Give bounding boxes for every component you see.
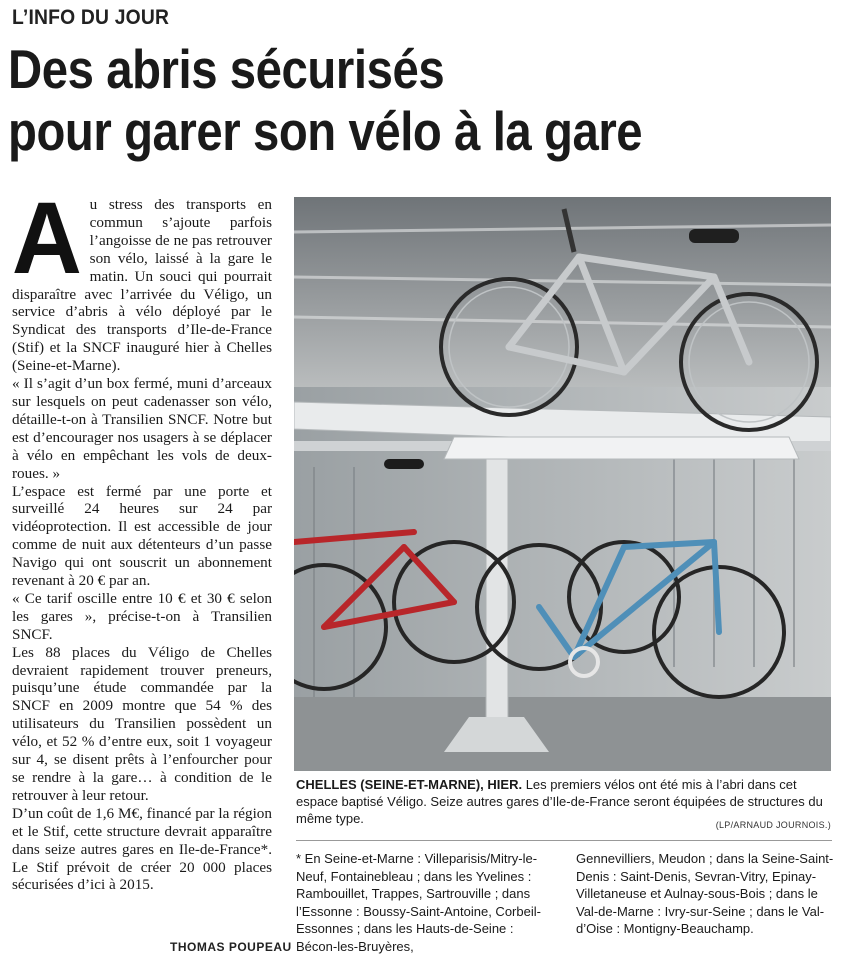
bike-rack-illustration — [294, 197, 831, 771]
lower-rack-beam — [444, 437, 799, 459]
article-paragraph-4: « Ce tarif oscille entre 10 € et 30 € selon les gares », précise-t-on à Transilien SNCF. — [12, 589, 272, 643]
section-kicker: L’INFO DU JOUR — [12, 6, 170, 29]
floor — [294, 697, 831, 771]
caption-text: Les premiers vélos ont été mis à l’abri dans cet espace baptisé Véligo. Seize autres gares d’Ile-de-France seront équipées de structures du même type. — [296, 777, 823, 826]
article-paragraph-2: « Il s’agit d’un box fermé, muni d’arceaux sur lesquels on peut cadenasser son vélo, détaille-t-on à Transilien SNCF. Notre but est d’encourager nos usagers à se déplacer à vélo en empêchant les vols de deux-roues. » — [12, 375, 272, 482]
drop-cap: A — [11, 181, 82, 295]
headline-line-2: pour garer son vélo à la gare — [8, 100, 643, 162]
footnote-column-1: * En Seine-et-Marne : Villeparisis/Mitry-le-Neuf, Fontainebleau ; dans les Yvelines : Rambouillet, Trappes, Sartrouville ; dans l’Essonne : Boussy-Saint-Antoine, Corbeil-Essonnes ; dans les Hauts-de-Seine : Bécon-les-Bruyères, — [296, 851, 541, 954]
author-byline: THOMAS POUPEAU — [170, 940, 292, 954]
footnote-column-2: Gennevilliers, Meudon ; dans la Seine-Saint-Denis : Saint-Denis, Sevran-Vitry, Epinay-Villetaneuse et Aulnay-sous-Bois ; dans le Val-de-Marne : Ivry-sur-Seine ; dans le Val-d’Oise : Montigny-Beauchamp. — [576, 851, 834, 936]
article-paragraph-3: L’espace est fermé par une porte et surveillé 24 heures sur 24 par vidéoprotection. Il est accessible de jour comme de nuit aux détenteurs d’un passe Navigo qui ont souscrit un abonnement revenant à 20 € par an. — [12, 482, 272, 590]
photo-credit: (LP/ARNAUD JOURNOIS.) — [715, 820, 831, 830]
headline-line-1: Des abris sécurisés — [8, 38, 445, 100]
upper-bike-saddle — [689, 229, 739, 243]
article-paragraph-1: u stress des transports en commun s’ajoute parfois l’angoisse de ne pas retrouver son vélo, laissé à la gare le matin. Un souci qui pourrait disparaître avec l’arrivée du Véligo, un service d’abris à vélo déployé par le Syndicat des transports d’Ile-de-France (Stif) et la SNCF inauguré hier à Chelles (Seine-et-Marne). — [12, 196, 272, 375]
footnote-divider — [296, 840, 832, 841]
article-paragraph-6: D’un coût de 1,6 M€, financé par la région et le Stif, cette structure devrait apparaître dans seize autres gares en Ile-de-France*. Le Stif prévoit de créer 20 000 places sécurisées d’ici à 2015. — [12, 804, 272, 894]
rack-post — [486, 459, 508, 749]
article-body — [11, 181, 272, 894]
headline — [8, 38, 722, 162]
caption-lead: CHELLES (SEINE-ET-MARNE), HIER. — [296, 777, 523, 792]
bike-shelter-photo — [294, 197, 831, 771]
lower-bike-saddle — [384, 459, 424, 469]
article-paragraph-5: Les 88 places du Véligo de Chelles devraient rapidement trouver preneurs, puisqu’une étude commandée par la SNCF en 2009 montre que 54 % des utilisateurs du Transilien possèdent un vélo, et 52 % d’entre eux, soit 1 voyageur sur 4, se disent prêts à l’enfourcher pour se rendre à la gare… à condition de le retrouver à leur retour. — [12, 643, 272, 804]
